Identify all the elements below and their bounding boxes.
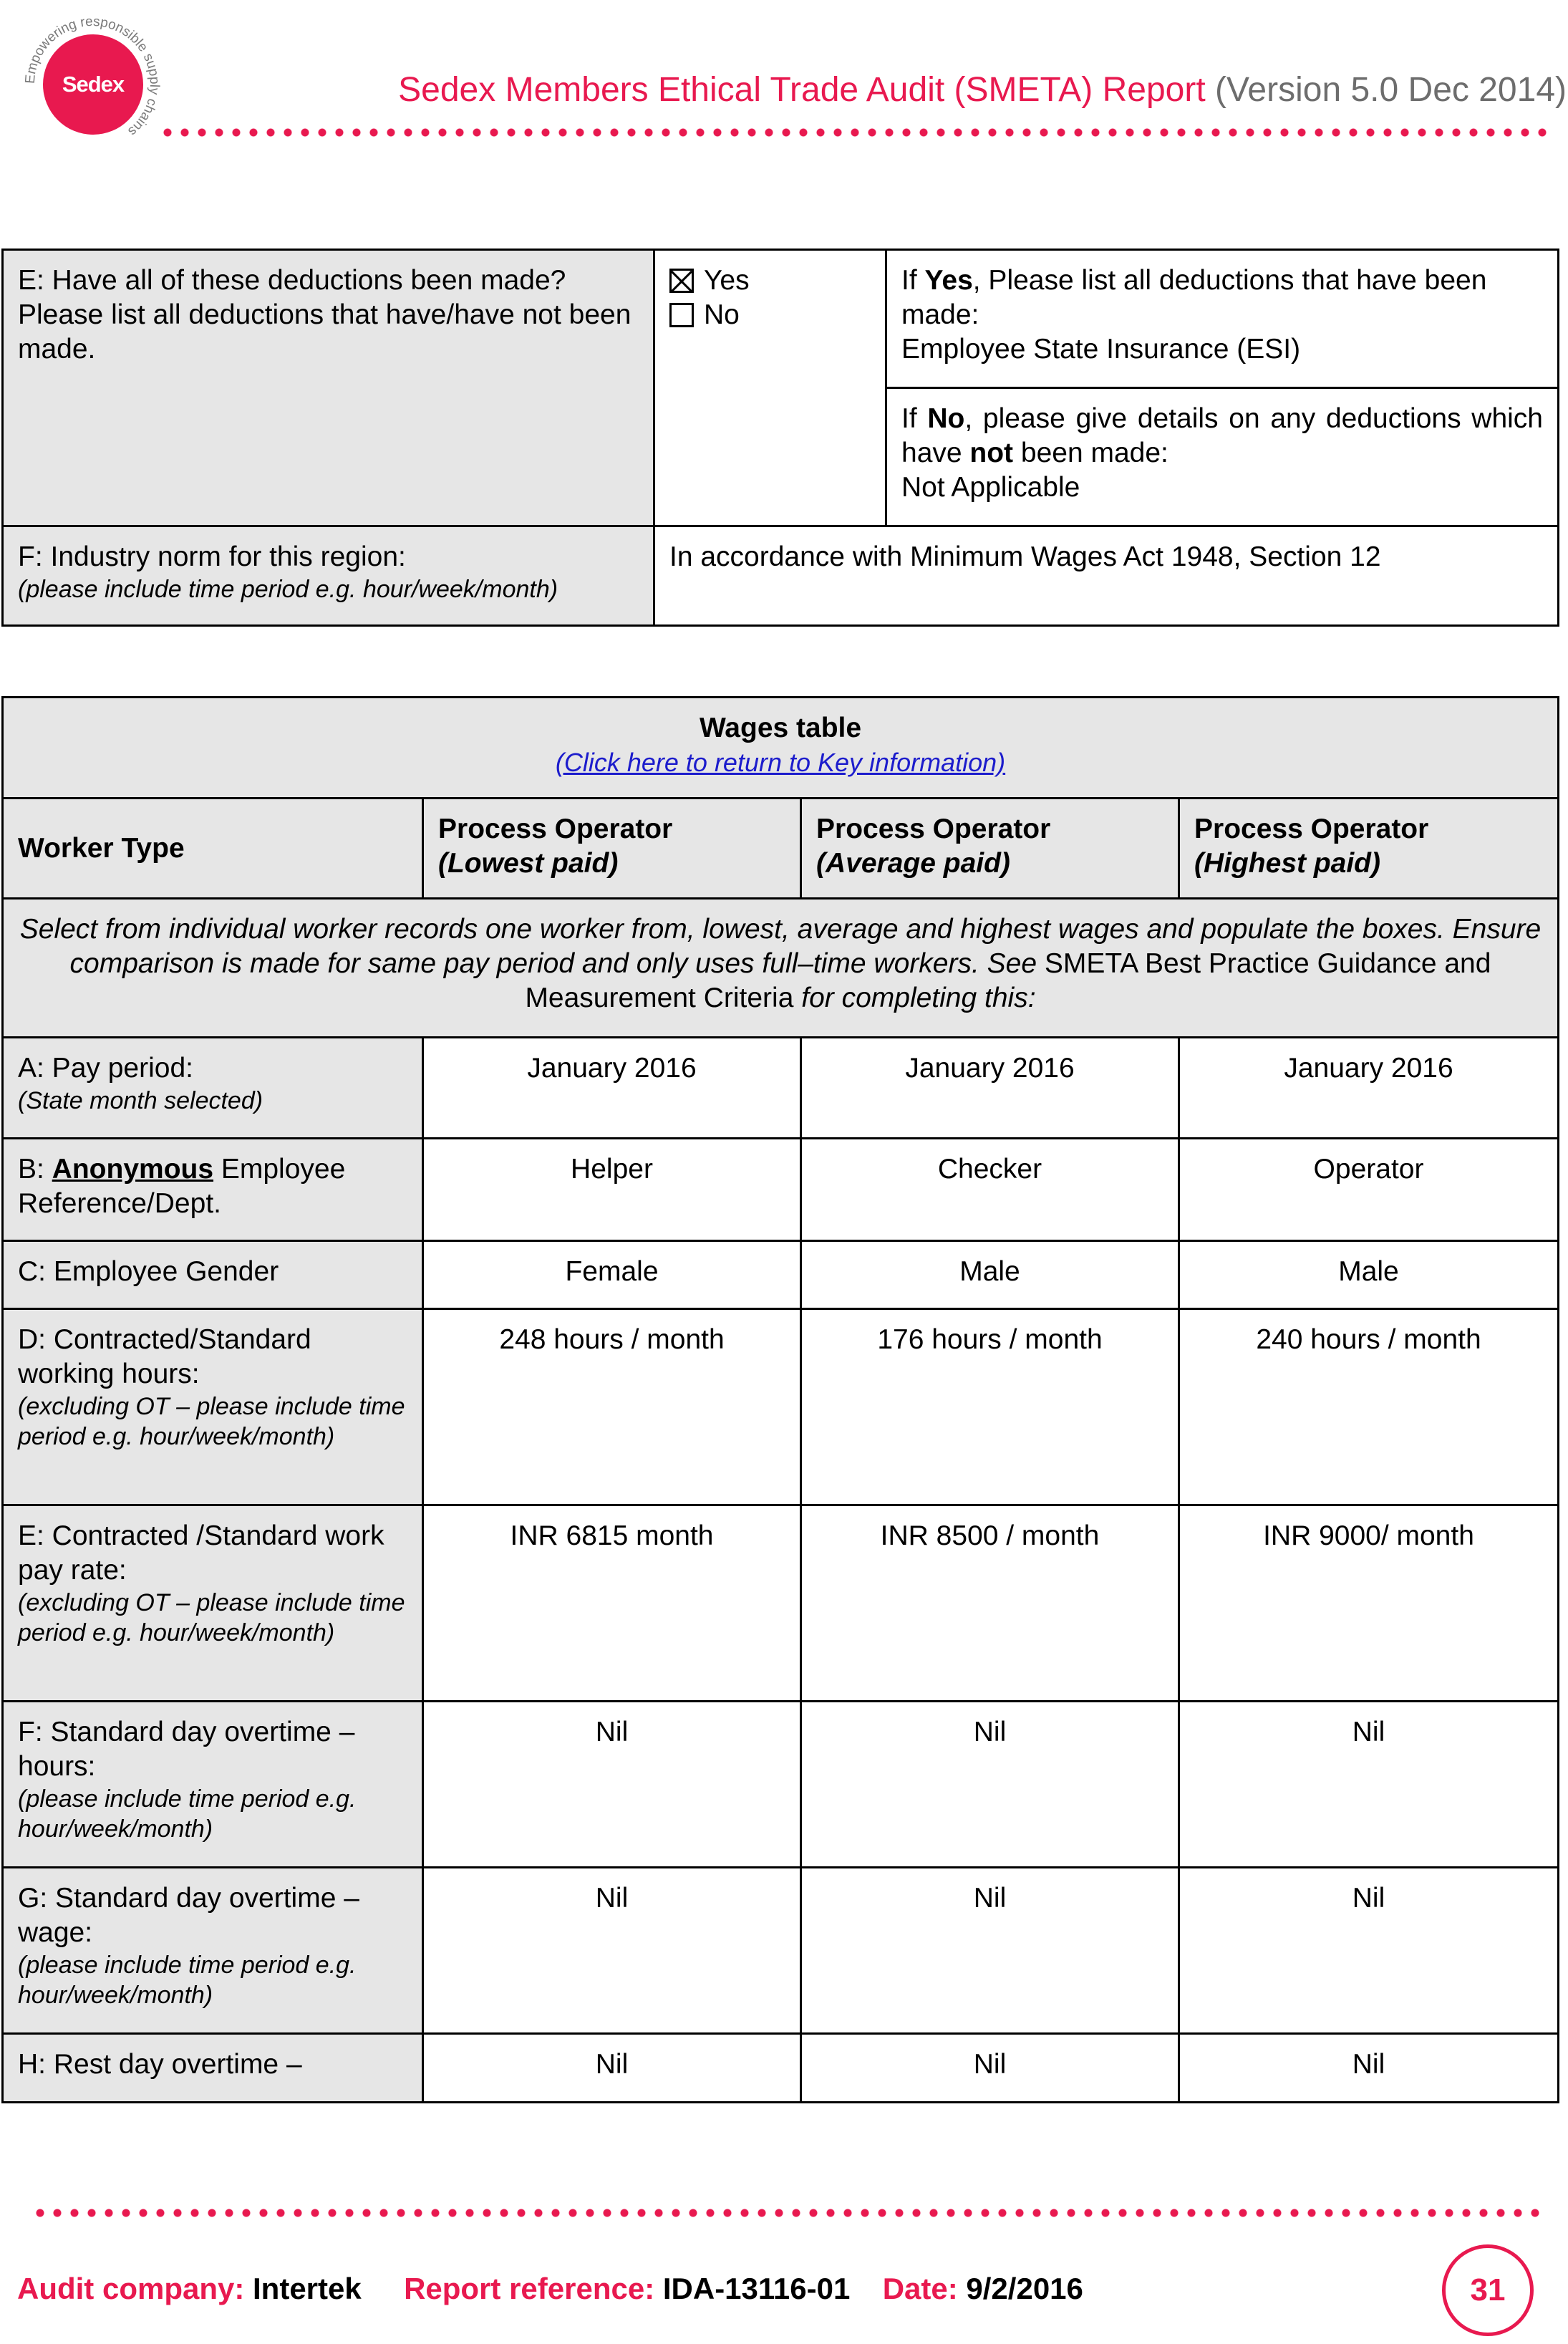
page-number: 31	[1442, 2244, 1534, 2336]
worker-type-label: Worker Type	[3, 799, 423, 899]
footer-dotted-rule	[32, 2208, 1539, 2218]
cell-average: 176 hours / month	[801, 1309, 1179, 1505]
row-label-bold: Anonymous	[52, 1154, 214, 1185]
deductions-answer-cell	[654, 250, 886, 526]
cell-average: Checker	[801, 1139, 1179, 1241]
no-answer: Not Applicable	[901, 472, 1080, 503]
row-label-hint: (please include time period e.g. hour/week/month)	[18, 1785, 357, 1843]
instruction-text-2: SMETA Best Practice Guidance and Measurement Criteria	[525, 948, 1491, 1013]
instruction-text-3: for completing this:	[793, 983, 1036, 1013]
row-label-hint: (please include time period e.g. hour/week/month)	[18, 1952, 357, 2009]
cell-lowest: Nil	[423, 2034, 801, 2103]
row-label-hint: (excluding OT – please include time period e.g. hour/week/month)	[18, 1589, 405, 1646]
column-header-title: Process Operator	[816, 814, 1051, 844]
logo-circle	[43, 34, 143, 135]
report-title	[398, 70, 1567, 110]
row-label	[3, 1038, 423, 1139]
no-prompt-pre: If	[901, 403, 928, 434]
wages-table-title: Wages table	[699, 713, 862, 743]
yes-checkbox[interactable]	[669, 269, 694, 293]
no-prompt-mid: , please give details on any deductions which have	[901, 403, 1543, 468]
row-label	[3, 1702, 423, 1868]
audit-company: Intertek	[253, 2272, 362, 2305]
report-date: 9/2/2016	[966, 2272, 1083, 2305]
yes-option[interactable]	[669, 264, 871, 298]
column-header-highest	[1179, 799, 1559, 899]
deductions-question: E: Have all of these deductions been made? Please list all deductions that have/have not been made.	[18, 265, 631, 365]
table-row	[3, 1241, 1559, 1309]
industry-norm-label-cell	[3, 526, 654, 626]
column-header-average	[801, 799, 1179, 899]
yes-answer: Employee State Insurance (ESI)	[901, 334, 1301, 365]
row-label-text: C: Employee Gender	[18, 1256, 279, 1287]
yes-prompt-bold: Yes	[924, 265, 973, 296]
wages-table	[1, 696, 1559, 2103]
row-label	[3, 1241, 423, 1309]
deductions-table	[1, 249, 1559, 627]
cell-average: Nil	[801, 1702, 1179, 1868]
column-header-title: Process Operator	[1194, 814, 1429, 844]
row-label-hint: (excluding OT – please include time period e.g. hour/week/month)	[18, 1393, 405, 1450]
yes-prompt-post: , Please list all deductions that have been made:	[901, 265, 1487, 330]
row-label-text: A: Pay period:	[18, 1053, 193, 1084]
cell-average: INR 8500 / month	[801, 1505, 1179, 1702]
header-dotted-rule	[159, 127, 1548, 138]
row-label-pre: B:	[18, 1154, 52, 1185]
cell-highest: Nil	[1179, 1868, 1559, 2034]
table-row	[3, 1139, 1559, 1241]
cell-lowest: 248 hours / month	[423, 1309, 801, 1505]
row-label-text: F: Standard day overtime – hours:	[18, 1717, 355, 1782]
instruction-cell	[3, 899, 1559, 1038]
column-header-sub: (Lowest paid)	[438, 848, 619, 879]
report-reference: IDA-13116-01	[662, 2272, 851, 2305]
yes-details-cell	[886, 250, 1559, 388]
cell-lowest: Female	[423, 1241, 801, 1309]
table-row	[3, 1505, 1559, 1702]
column-header-sub: (Highest paid)	[1194, 848, 1380, 879]
cell-lowest: Helper	[423, 1139, 801, 1241]
cell-highest: Nil	[1179, 1702, 1559, 1868]
table-row	[3, 1038, 1559, 1139]
table-row	[3, 1309, 1559, 1505]
cell-lowest: January 2016	[423, 1038, 801, 1139]
row-label	[3, 2034, 423, 2103]
table-row	[3, 1702, 1559, 1868]
row-label-hint: (State month selected)	[18, 1087, 263, 1114]
no-checkbox[interactable]	[669, 303, 694, 327]
cell-lowest: Nil	[423, 1702, 801, 1868]
report-reference-label: Report reference:	[404, 2272, 655, 2305]
cell-highest: Operator	[1179, 1139, 1559, 1241]
row-label-text: D: Contracted/Standard working hours:	[18, 1324, 311, 1389]
svg-text:Empowering responsible supply: Empowering responsible supply chains	[22, 14, 163, 139]
row-label-post: Employee Reference/Dept.	[18, 1154, 346, 1219]
no-option[interactable]	[669, 298, 871, 332]
row-label	[3, 1505, 423, 1702]
row-label-text: G: Standard day overtime – wage:	[18, 1883, 359, 1948]
no-prompt-bold2: not	[969, 438, 1014, 468]
date-label: Date:	[882, 2272, 958, 2305]
footer	[17, 2272, 1083, 2306]
cell-average: Nil	[801, 2034, 1179, 2103]
cell-highest: INR 9000/ month	[1179, 1505, 1559, 1702]
column-header-lowest	[423, 799, 801, 899]
cell-highest: 240 hours / month	[1179, 1309, 1559, 1505]
row-label	[3, 1309, 423, 1505]
audit-company-label: Audit company:	[17, 2272, 245, 2305]
cell-highest: Nil	[1179, 2034, 1559, 2103]
no-prompt-bold: No	[927, 403, 965, 434]
cell-average: January 2016	[801, 1038, 1179, 1139]
yes-label: Yes	[704, 265, 750, 296]
cell-lowest: INR 6815 month	[423, 1505, 801, 1702]
table-row	[3, 1868, 1559, 2034]
no-prompt-post: been made:	[1013, 438, 1168, 468]
report-title-version: (Version 5.0 Dec 2014)	[1215, 71, 1567, 109]
industry-norm-label: F: Industry norm for this region:	[18, 541, 406, 572]
cell-highest: Male	[1179, 1241, 1559, 1309]
instruction-text-1: Select from individual worker records one worker from, lowest, average and highest wages and populate the boxes. Ensure comparison is made for same pay period and only uses full–time workers. See	[19, 914, 1542, 979]
no-details-cell	[886, 388, 1559, 526]
column-header-sub: (Average paid)	[816, 848, 1010, 879]
cell-lowest: Nil	[423, 1868, 801, 2034]
report-title-main: Sedex Members Ethical Trade Audit (SMETA) Report	[398, 71, 1206, 109]
logo-text: Sedex	[62, 72, 125, 97]
sedex-logo	[13, 4, 172, 163]
row-label	[3, 1139, 423, 1241]
cell-average: Nil	[801, 1868, 1179, 2034]
no-label: No	[704, 299, 740, 330]
column-header-title: Process Operator	[438, 814, 673, 844]
industry-norm-hint: (please include time period e.g. hour/week/month)	[18, 576, 558, 603]
row-label-text: H: Rest day overtime –	[18, 2049, 302, 2080]
cell-average: Male	[801, 1241, 1179, 1309]
industry-norm-answer: In accordance with Minimum Wages Act 1948, Section 12	[669, 541, 1381, 572]
row-label-text: E: Contracted /Standard work pay rate:	[18, 1520, 384, 1586]
cell-highest: January 2016	[1179, 1038, 1559, 1139]
yes-prompt-pre: If	[901, 265, 925, 296]
row-label	[3, 1868, 423, 2034]
key-information-link[interactable]: (Click here to return to Key information)	[555, 748, 1006, 777]
industry-norm-answer-cell	[654, 526, 1559, 626]
deductions-question-cell	[3, 250, 654, 526]
wages-table-header	[3, 698, 1559, 799]
table-row	[3, 2034, 1559, 2103]
